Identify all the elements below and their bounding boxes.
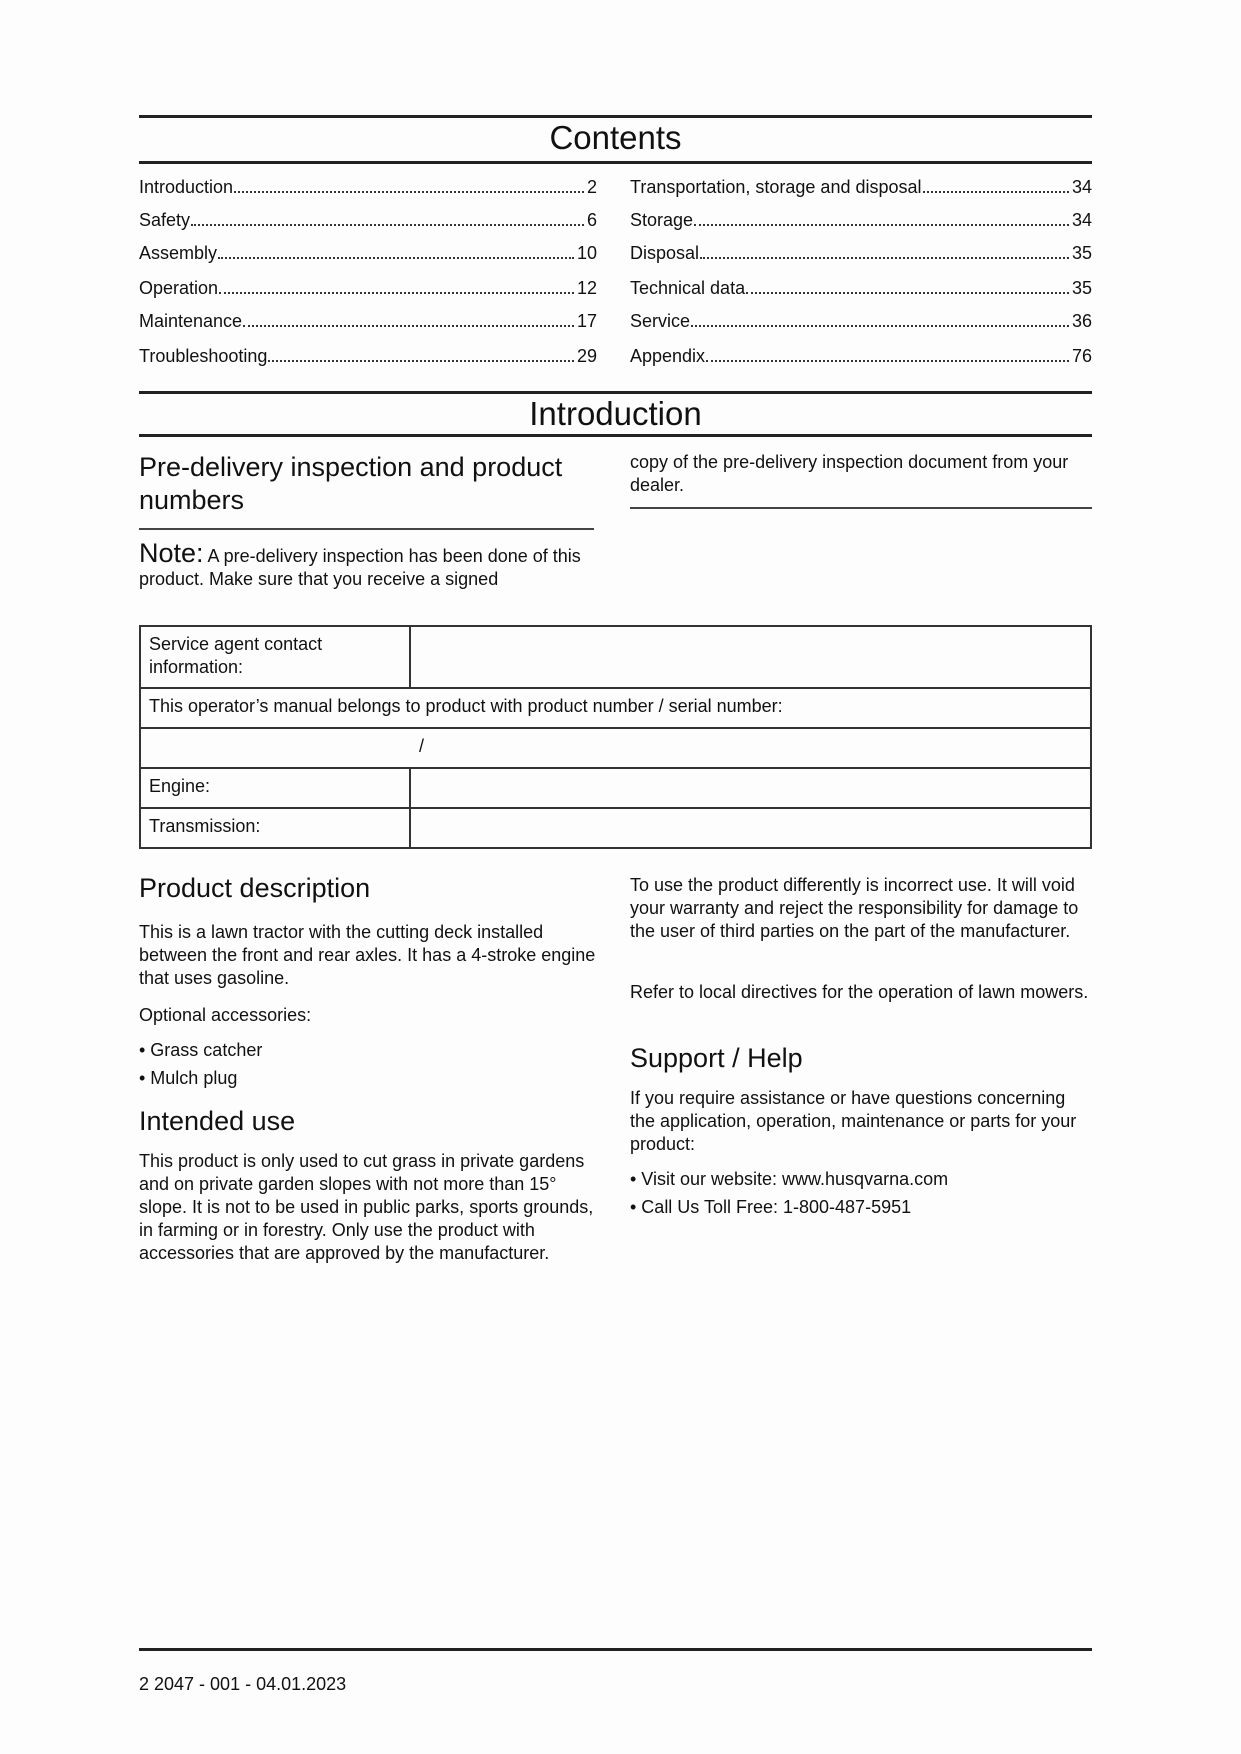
contents-bottom-rule — [139, 161, 1092, 164]
predelivery-right-rule — [630, 507, 1092, 509]
toc-entry-page: 76 — [1071, 346, 1092, 366]
product-info-table — [139, 625, 1092, 849]
toc-entry-label: Technical data — [630, 278, 746, 298]
toc-leader — [218, 256, 574, 259]
toc-entry-page: 17 — [576, 311, 597, 331]
toc-entry-page: 6 — [586, 210, 597, 230]
toc-entry-label: Assembly — [139, 243, 218, 263]
toc-entry[interactable] — [630, 176, 1092, 198]
product-serial-separator: / — [419, 736, 425, 756]
introduction-title: Introduction — [529, 395, 702, 432]
toc-entry-page: 34 — [1071, 210, 1092, 230]
predelivery-heading: Pre-delivery inspection and product numbers — [139, 452, 563, 515]
predelivery-note — [139, 538, 599, 591]
service-agent-field[interactable] — [410, 626, 1091, 688]
footer-document-id: 2 2047 - 001 - 04.01.2023 — [139, 1674, 347, 1694]
accessory-item: • Mulch plug — [139, 1068, 238, 1088]
toc-leader — [746, 291, 1069, 294]
toc-entry-label: Transportation, storage and disposal — [630, 177, 922, 197]
table-row — [140, 768, 1091, 808]
toc-entry[interactable] — [139, 242, 597, 264]
toc-leader — [234, 190, 584, 193]
toc-leader — [694, 223, 1069, 226]
toc-entry-page: 29 — [576, 346, 597, 366]
toc-leader — [268, 359, 574, 362]
product-description-heading: Product description — [139, 873, 371, 903]
support-text: If you require assistance or have questions concerning the application, operation, maintenance or parts for your product: — [630, 1088, 1077, 1154]
toc-entry-page: 36 — [1071, 311, 1092, 331]
toc-entry[interactable] — [630, 242, 1092, 264]
toc-leader — [691, 324, 1069, 327]
toc-entry-label: Troubleshooting — [139, 346, 268, 366]
intended-use-heading: Intended use — [139, 1106, 296, 1136]
toc-entry[interactable] — [139, 345, 597, 367]
toc-entry[interactable] — [630, 310, 1092, 332]
footer-rule — [139, 1648, 1092, 1651]
support-website-item[interactable]: • Visit our website: www.husqvarna.com — [630, 1169, 949, 1189]
toc-entry-page: 35 — [1071, 243, 1092, 263]
support-phone-item[interactable]: • Call Us Toll Free: 1-800-487-5951 — [630, 1197, 912, 1217]
product-serial-field[interactable] — [140, 728, 1091, 768]
toc-entry-label: Disposal — [630, 243, 700, 263]
toc-entry-page: 34 — [1071, 177, 1092, 197]
contents-title: Contents — [549, 119, 682, 156]
note-label: Note: — [139, 538, 204, 568]
toc-entry[interactable] — [139, 209, 597, 231]
toc-leader — [923, 190, 1069, 193]
toc-entry[interactable] — [139, 310, 597, 332]
toc-entry-label: Service — [630, 311, 691, 331]
introduction-bottom-rule — [139, 434, 1092, 437]
service-agent-label: Service agent contact information: — [140, 626, 410, 688]
table-row — [140, 808, 1091, 848]
engine-field[interactable] — [410, 768, 1091, 808]
toc-leader — [191, 223, 584, 226]
transmission-label: Transmission: — [140, 808, 410, 848]
toc-entry-label: Introduction — [139, 177, 234, 197]
manual-belongs-text: This operator’s manual belongs to product with product number / serial number: — [140, 688, 1091, 728]
toc-entry[interactable] — [630, 345, 1092, 367]
toc-entry[interactable] — [139, 277, 597, 299]
toc-entry[interactable] — [139, 176, 597, 198]
toc-entry-label: Safety — [139, 210, 191, 230]
toc-entry-label: Storage — [630, 210, 694, 230]
predelivery-heading-rule — [139, 528, 594, 530]
local-directives-text: Refer to local directives for the operation of lawn mowers. — [630, 982, 1089, 1002]
support-heading: Support / Help — [630, 1043, 803, 1073]
intended-use-text: This product is only used to cut grass in private gardens and on private garden slopes with not more than 15° slope. It is not to be used in public parks, sports grounds, in farming or in forestry. Only use the product with accessories that are approved by the manufacturer. — [139, 1151, 594, 1263]
toc-entry-page: 12 — [576, 278, 597, 298]
toc-leader — [243, 324, 574, 327]
table-row — [140, 626, 1091, 688]
toc-entry-label: Appendix — [630, 346, 706, 366]
toc-entry-label: Maintenance — [139, 311, 243, 331]
toc-entry[interactable] — [630, 209, 1092, 231]
toc-entry-page: 35 — [1071, 278, 1092, 298]
product-description-text: This is a lawn tractor with the cutting deck installed between the front and rear axles. It has a 4-stroke engine that uses gasoline. — [139, 922, 596, 988]
table-row — [140, 688, 1091, 728]
note-text: A pre-delivery inspection has been done of this product. Make sure that you receive a signed — [139, 546, 581, 589]
toc-entry-page: 10 — [576, 243, 597, 263]
toc-leader — [706, 359, 1069, 362]
table-row — [140, 728, 1091, 768]
incorrect-use-text: To use the product differently is incorrect use. It will void your warranty and reject the responsibility for damage to the user of third parties on the part of the manufacturer. — [630, 875, 1079, 941]
engine-label: Engine: — [140, 768, 410, 808]
predelivery-note-continued: copy of the pre-delivery inspection document from your dealer. — [630, 452, 1069, 495]
toc-entry-label: Operation — [139, 278, 219, 298]
toc-entry-page: 2 — [586, 177, 597, 197]
accessories-label: Optional accessories: — [139, 1005, 312, 1025]
accessory-item: • Grass catcher — [139, 1040, 263, 1060]
toc-entry[interactable] — [630, 277, 1092, 299]
toc-leader — [700, 256, 1069, 259]
transmission-field[interactable] — [410, 808, 1091, 848]
toc-leader — [219, 291, 574, 294]
